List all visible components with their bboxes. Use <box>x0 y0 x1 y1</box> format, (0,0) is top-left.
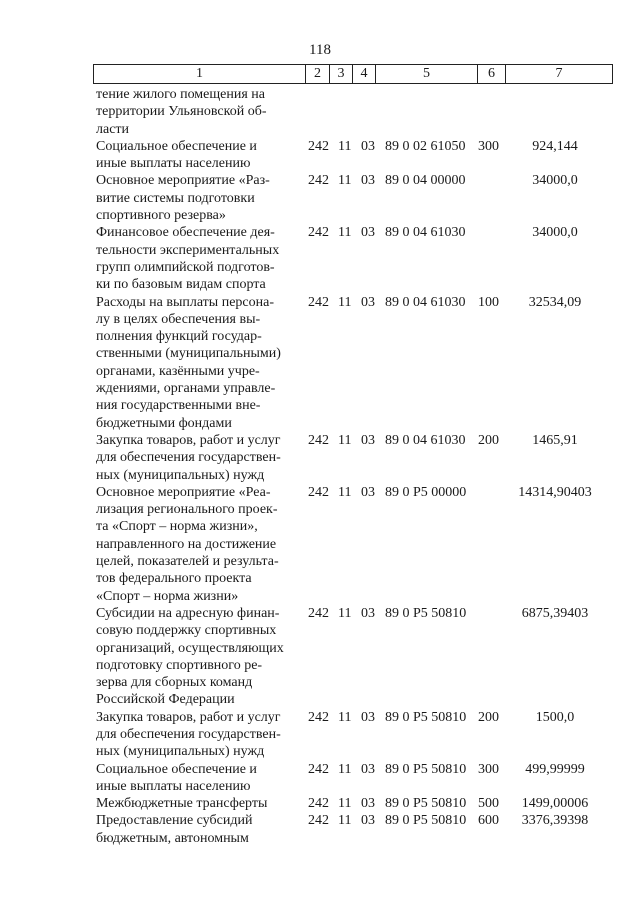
cell-amount: 924,144 <box>532 138 578 154</box>
cell-ministry-code: 242 <box>308 709 329 725</box>
cell-target-article: 89 0 Р5 50810 <box>385 709 467 725</box>
row-description: Социальное обеспечение и иные выплаты населению <box>96 138 257 172</box>
table-row <box>0 605 640 709</box>
budget-table-body <box>0 86 640 847</box>
cell-amount: 1465,91 <box>532 432 578 448</box>
table-row <box>0 761 640 796</box>
table-row <box>0 795 640 812</box>
cell-ministry-code: 242 <box>308 761 329 777</box>
cell-section: 11 <box>338 605 352 621</box>
cell-section: 11 <box>338 294 352 310</box>
cell-expense-type: 300 <box>478 761 499 777</box>
cell-amount: 1499,00006 <box>521 796 589 812</box>
cell-section: 11 <box>338 796 352 812</box>
page-number: 118 <box>309 42 331 58</box>
cell-section: 11 <box>338 138 352 154</box>
cell-target-article: 89 0 Р5 50810 <box>385 813 467 829</box>
cell-expense-type: 600 <box>478 813 499 829</box>
column-header-table <box>93 64 613 84</box>
cell-subsection: 03 <box>361 225 375 241</box>
cell-target-article: 89 0 04 61030 <box>385 432 466 448</box>
row-description: Предоставление субсидий бюджетным, автономным <box>96 813 253 846</box>
table-row <box>0 294 640 432</box>
column-header-6: 6 <box>478 65 506 84</box>
cell-ministry-code: 242 <box>308 432 329 448</box>
cell-target-article: 89 0 Р5 50810 <box>385 605 467 621</box>
cell-subsection: 03 <box>361 709 375 725</box>
column-header-5: 5 <box>376 65 478 84</box>
cell-section: 11 <box>338 761 352 777</box>
cell-section: 11 <box>338 432 352 448</box>
cell-ministry-code: 242 <box>308 294 329 310</box>
cell-expense-type: 100 <box>478 294 499 310</box>
cell-subsection: 03 <box>361 605 375 621</box>
cell-section: 11 <box>338 173 352 189</box>
cell-target-article: 89 0 Р5 50810 <box>385 761 467 777</box>
cell-section: 11 <box>338 813 352 829</box>
cell-amount: 3376,39398 <box>521 813 589 829</box>
column-header-row <box>94 65 613 84</box>
cell-target-article: 89 0 Р5 50810 <box>385 796 467 812</box>
row-description: Расходы на выплаты персона- лу в целях обеспечения вы- полнения функций государ- ственными (муниципальными) органами, казёнными учре- ждениями, органами управле- ния государственными вне- бюджетными фондами <box>96 294 281 431</box>
column-header-4: 4 <box>353 65 376 84</box>
cell-expense-type: 200 <box>478 709 499 725</box>
cell-amount: 6875,39403 <box>521 605 589 621</box>
cell-target-article: 89 0 04 00000 <box>385 173 466 189</box>
row-description: Субсидии на адресную финан- совую поддержку спортивных организаций, осуществляющих подготовку спортивного ре- зерва для сборных команд Российской Федерации <box>96 605 284 708</box>
cell-amount: 34000,0 <box>532 225 578 241</box>
row-description: Основное мероприятие «Раз- витие системы подготовки спортивного резерва» <box>96 173 270 224</box>
cell-ministry-code: 242 <box>308 138 329 154</box>
table-row <box>0 172 640 224</box>
cell-expense-type: 200 <box>478 432 499 448</box>
table-row <box>0 86 640 138</box>
cell-section: 11 <box>338 225 352 241</box>
cell-target-article: 89 0 04 61030 <box>385 225 466 241</box>
cell-amount: 499,99999 <box>525 761 585 777</box>
column-header-1: 1 <box>94 65 306 84</box>
cell-amount: 34000,0 <box>532 173 578 189</box>
table-row <box>0 709 640 761</box>
cell-subsection: 03 <box>361 432 375 448</box>
column-header-3: 3 <box>330 65 353 84</box>
cell-ministry-code: 242 <box>308 813 329 829</box>
cell-amount: 14314,90403 <box>518 484 592 500</box>
cell-subsection: 03 <box>361 173 375 189</box>
cell-subsection: 03 <box>361 138 375 154</box>
cell-target-article: 89 0 04 61030 <box>385 294 466 310</box>
table-row <box>0 484 640 605</box>
cell-section: 11 <box>338 484 352 500</box>
cell-section: 11 <box>338 709 352 725</box>
cell-expense-type: 500 <box>478 796 499 812</box>
cell-target-article: 89 0 02 61050 <box>385 138 466 154</box>
row-description: Финансовое обеспечение дея- тельности экспериментальных групп олимпийской подготов- ки по базовым видам спорта <box>96 225 280 293</box>
cell-amount: 1500,0 <box>535 709 575 725</box>
cell-ministry-code: 242 <box>308 173 329 189</box>
cell-target-article: 89 0 Р5 00000 <box>385 484 467 500</box>
row-description: Социальное обеспечение и иные выплаты населению <box>96 761 257 794</box>
column-header-7: 7 <box>506 65 613 84</box>
column-header-2: 2 <box>306 65 330 84</box>
cell-subsection: 03 <box>361 813 375 829</box>
row-description: Закупка товаров, работ и услуг для обеспечения государствен- ных (муниципальных) нужд <box>96 432 281 483</box>
cell-ministry-code: 242 <box>308 796 329 812</box>
cell-subsection: 03 <box>361 294 375 310</box>
cell-subsection: 03 <box>361 761 375 777</box>
cell-amount: 32534,09 <box>528 294 582 310</box>
table-row <box>0 432 640 484</box>
cell-expense-type: 300 <box>478 138 499 154</box>
row-description: Основное мероприятие «Реа- лизация регионального проек- та «Спорт – норма жизни», направленного на достижение целей, показателей и результа- тов федерального проекта «Спорт – норма жизни» <box>96 484 279 604</box>
row-description: тение жилого помещения на территории Ульяновской об- ласти <box>96 87 267 137</box>
cell-ministry-code: 242 <box>308 225 329 241</box>
cell-ministry-code: 242 <box>308 484 329 500</box>
table-row <box>0 224 640 293</box>
table-row <box>0 138 640 173</box>
row-description: Закупка товаров, работ и услуг для обеспечения государствен- ных (муниципальных) нужд <box>96 709 281 760</box>
row-description: Межбюджетные трансферты <box>96 796 268 812</box>
cell-subsection: 03 <box>361 484 375 500</box>
cell-subsection: 03 <box>361 796 375 812</box>
cell-ministry-code: 242 <box>308 605 329 621</box>
table-row <box>0 812 640 847</box>
